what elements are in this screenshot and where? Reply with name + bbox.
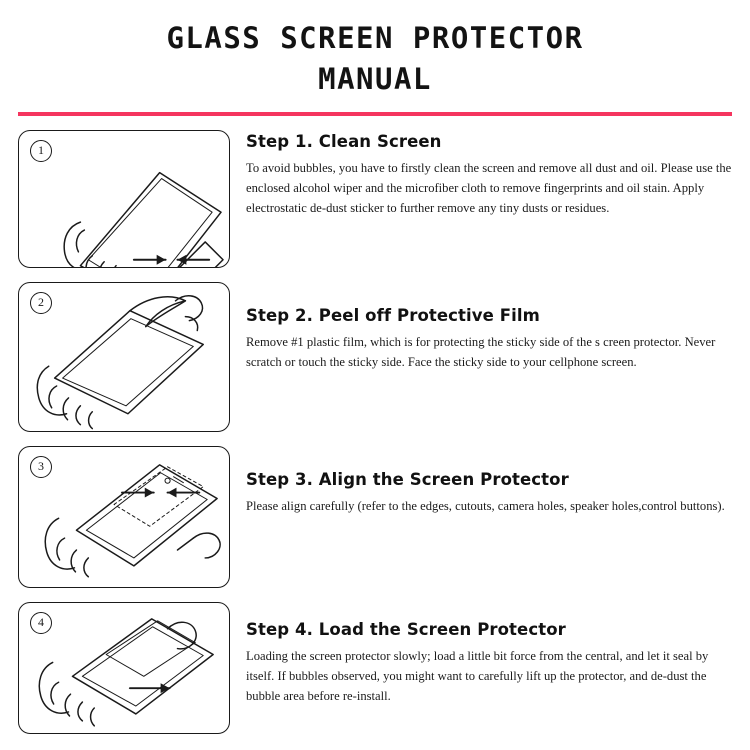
step-4-text [246, 602, 732, 707]
document-header [0, 0, 750, 100]
step-1-title: Step 1. Clean Screen [246, 132, 442, 152]
step-4-illustration [18, 602, 230, 734]
step-2-number: 2 [30, 292, 52, 314]
step-item [18, 282, 732, 432]
step-2-body: Remove #1 plastic film, which is for protecting the sticky side of the s creen protector. Never scratch or touch the sticky side. Face the sticky side to your cellphone screen. [246, 335, 716, 370]
step-2-text [246, 282, 732, 373]
step-4-number: 4 [30, 612, 52, 634]
step-2-illustration [18, 282, 230, 432]
step-item [18, 602, 732, 734]
step-4-body: Loading the screen protector slowly; load a little bit force from the central, and let it seal by itself. If bubbles observed, you might want to carefully lift up the protector, and de-dust the bubble area before re-install. [246, 649, 709, 704]
step-item [18, 130, 732, 268]
step-3-title: Step 3. Align the Screen Protector [246, 470, 569, 490]
step-1-number: 1 [30, 140, 52, 162]
step-3-number: 3 [30, 456, 52, 478]
step-1-illustration [18, 130, 230, 268]
step-3-text [246, 446, 732, 517]
step-2-title: Step 2. Peel off Protective Film [246, 306, 540, 326]
step-3-illustration [18, 446, 230, 588]
page-title-line-2: MANUAL [318, 62, 432, 97]
step-1-text [246, 130, 732, 219]
step-3-body: Please align carefully (refer to the edges, cutouts, camera holes, speaker holes,control buttons). [246, 499, 725, 514]
step-item [18, 446, 732, 588]
steps-list [0, 116, 750, 734]
step-4-title: Step 4. Load the Screen Protector [246, 620, 566, 640]
step-1-body: To avoid bubbles, you have to firstly clean the screen and remove all dust and oil. Please use the enclosed alcohol wiper and the microfiber cloth to remove fingerprints and oil stain. Apply electrostatic de-dust sticker to further remove any tiny dusts or residues. [246, 161, 732, 216]
page-title-line-1: GLASS SCREEN PROTECTOR [166, 21, 584, 55]
